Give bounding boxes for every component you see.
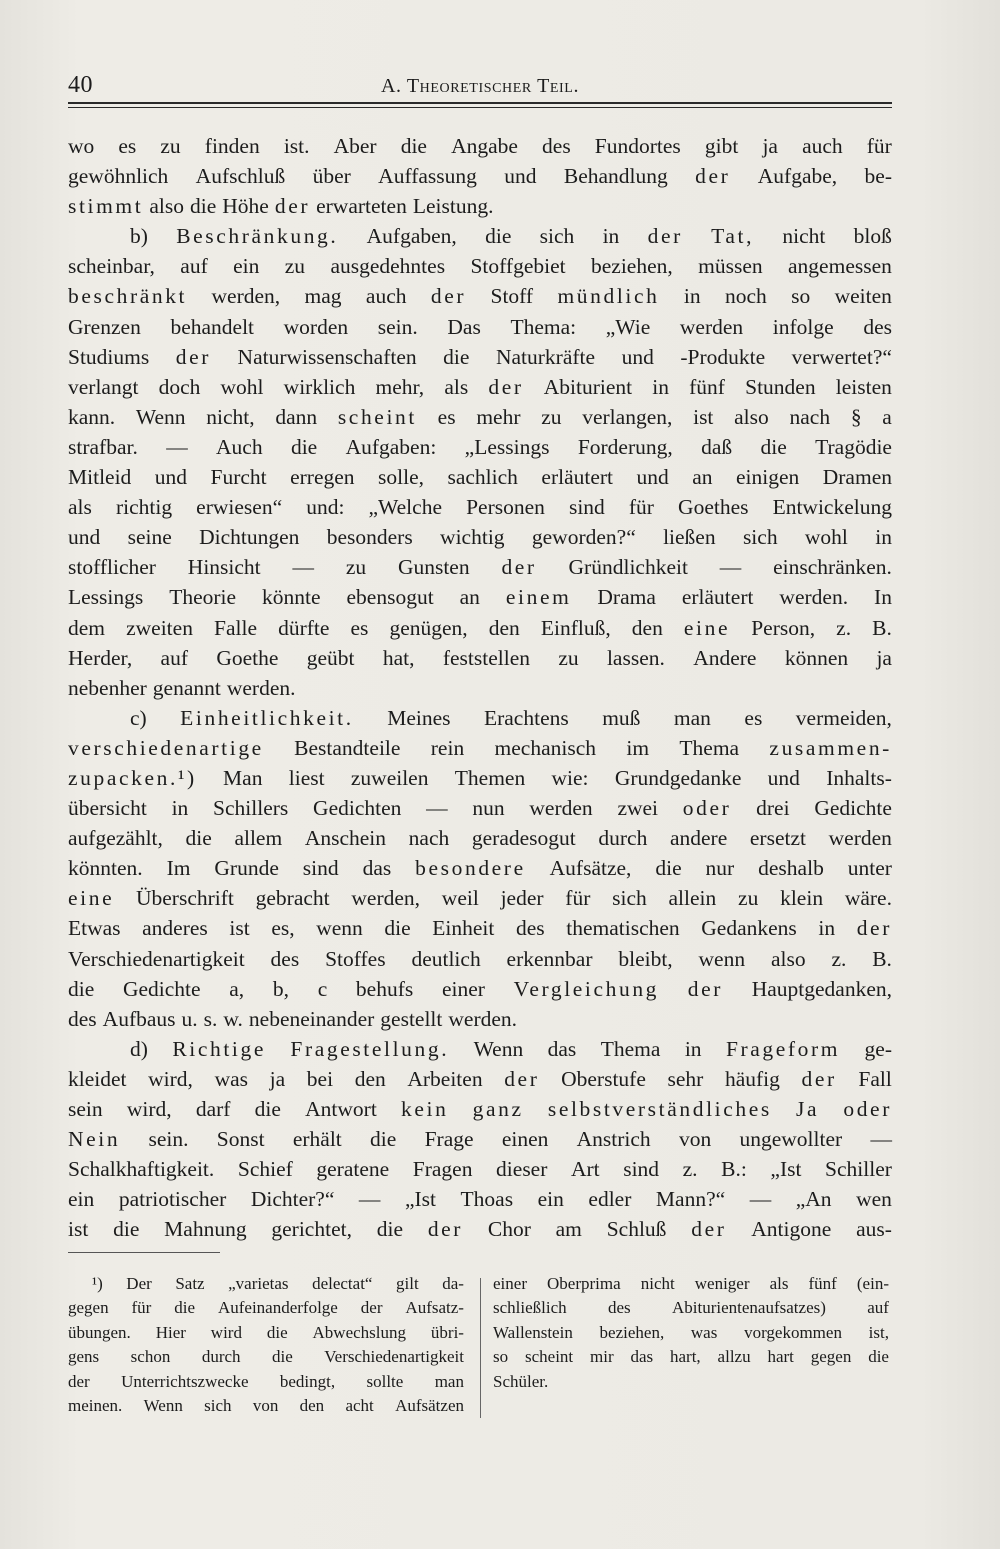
text-line: stimmt also die Höhe der erwarteten Leistung. bbox=[68, 194, 494, 219]
text-line: Verschiedenartigkeit des Stoffes deutlich erkennbar bleibt, wenn also z. B. bbox=[68, 946, 892, 971]
text-line: schließlich des Abiturientenaufsatzes) auf bbox=[493, 1298, 889, 1318]
text-line: übersicht in Schillers Gedichten — nun werden zwei oder drei Gedichte bbox=[68, 796, 892, 821]
text-line: und seine Dichtungen besonders wichtig geworden?“ ließen sich wohl in bbox=[68, 525, 892, 550]
running-head: A. Theoretischer Teil. bbox=[380, 75, 580, 97]
page-number: 40 bbox=[68, 72, 93, 98]
text-line: aufgezählt, die allem Anschein nach geradesogut durch andere ersetzt werden bbox=[68, 826, 892, 851]
footnote-column-left bbox=[68, 1272, 464, 1418]
text-line: c) Einheitlichkeit. Meines Erachtens muß man es vermeiden, bbox=[130, 705, 892, 730]
text-line: kann. Wenn nicht, dann scheint es mehr zu verlangen, ist also nach § a bbox=[68, 404, 892, 429]
text-line: des Aufbaus u. s. w. nebeneinander gestellt werden. bbox=[68, 1006, 518, 1031]
text-line: Etwas anderes ist es, wenn die Einheit des thematischen Gedankens in der bbox=[68, 916, 892, 941]
text-line: meinen. Wenn sich von den acht Aufsätzen bbox=[68, 1395, 464, 1415]
text-line: ein patriotischer Dichter?“ — „Ist Thoas ein edler Mann?“ — „An wen bbox=[68, 1187, 892, 1212]
footnote-separator bbox=[68, 1252, 220, 1253]
text-line: Schüler. bbox=[493, 1371, 549, 1391]
text-line: Studiums der Naturwissenschaften die Naturkräfte und -Produkte verwertet?“ bbox=[68, 344, 892, 369]
text-line: könnten. Im Grunde sind das besondere Aufsätze, die nur deshalb unter bbox=[68, 856, 892, 881]
text-line: d) Richtige Fragestellung. Wenn das Thema in Frageform ge- bbox=[130, 1036, 892, 1061]
page-header bbox=[68, 70, 892, 100]
text-line: eine Überschrift gebracht werden, weil jeder für sich allein zu klein wäre. bbox=[68, 886, 892, 911]
text-line: verschiedenartige Bestandteile rein mechanisch im Thema zusammen- bbox=[68, 735, 892, 760]
text-line: verlangt doch wohl wirklich mehr, als der Abiturient in fünf Stunden leisten bbox=[68, 374, 892, 399]
text-line: Herder, auf Goethe geübt hat, feststellen zu lassen. Andere können ja bbox=[68, 645, 892, 670]
text-line: Nein sein. Sonst erhält die Frage einen Anstrich von ungewollter — bbox=[68, 1127, 892, 1152]
text-line: nebenher genannt werden. bbox=[68, 675, 296, 700]
text-line: Lessings Theorie könnte ebensogut an einem Drama erläutert werden. In bbox=[68, 585, 892, 610]
text-line: wo es zu finden ist. Aber die Angabe des Fundortes gibt ja auch für bbox=[68, 134, 892, 158]
text-line: sein wird, darf die Antwort kein ganz selbstverständliches Ja oder bbox=[68, 1097, 892, 1121]
text-line: einer Oberprima nicht weniger als fünf (ein- bbox=[493, 1274, 889, 1293]
text-line: strafbar. — Auch die Aufgaben: „Lessings Forderung, daß die Tragödie bbox=[68, 434, 892, 459]
header-rule bbox=[68, 102, 892, 104]
text-line: dem zweiten Falle dürfte es genügen, den Einfluß, den eine Person, z. B. bbox=[68, 615, 892, 640]
text-line: die Gedichte a, b, c behufs einer Vergleichung der Hauptgedanken, bbox=[68, 976, 892, 1001]
text-line: Wallenstein beziehen, was vorgekommen ist, bbox=[493, 1322, 889, 1342]
text-line: gewöhnlich Aufschluß über Auffassung und Behandlung der Aufgabe, be- bbox=[68, 164, 892, 189]
text-line: kleidet wird, was ja bei den Arbeiten der Oberstufe sehr häufig der Fall bbox=[68, 1066, 892, 1091]
text-line: stofflicher Hinsicht — zu Gunsten der Gründlichkeit — einschränken. bbox=[68, 555, 892, 580]
text-line: Schalkhaftigkeit. Schief geratene Fragen dieser Art sind z. B.: „Ist Schiller bbox=[68, 1157, 892, 1182]
text-line: gens schon durch die Verschiedenartigkeit bbox=[68, 1347, 464, 1367]
text-line: scheinbar, auf ein zu ausgedehntes Stoffgebiet beziehen, müssen angemessen bbox=[68, 254, 892, 279]
body-text bbox=[68, 131, 892, 1244]
text-line: ist die Mahnung gerichtet, die der Chor am Schluß der Antigone aus- bbox=[68, 1217, 892, 1242]
header-rule-thin bbox=[68, 107, 892, 108]
footnotes bbox=[68, 1272, 892, 1422]
text-line: so scheint mir das hart, allzu hart gegen die bbox=[493, 1347, 889, 1367]
text-line: zupacken.¹) Man liest zuweilen Themen wie: Grundgedanke und Inhalts- bbox=[68, 765, 892, 790]
text-line: übungen. Hier wird die Abwechslung übri- bbox=[68, 1322, 464, 1342]
footnote-column-right bbox=[493, 1272, 889, 1394]
text-line: ¹) Der Satz „varietas delectat“ gilt da- bbox=[92, 1274, 464, 1293]
text-line: als richtig erwiesen“ und: „Welche Personen sind für Goethes Entwickelung bbox=[68, 495, 892, 520]
text-line: b) Beschränkung. Aufgaben, die sich in der Tat, nicht bloß bbox=[130, 224, 892, 249]
footnote-column-divider bbox=[480, 1278, 481, 1418]
text-line: Grenzen behandelt worden sein. Das Thema: „Wie werden infolge des bbox=[68, 314, 892, 339]
text-line: der Unterrichtszwecke bedingt, sollte man bbox=[68, 1371, 464, 1391]
text-line: gegen für die Aufeinanderfolge der Aufsatz- bbox=[68, 1298, 464, 1318]
text-line: Mitleid und Furcht erregen solle, sachlich erläutert und an einigen Dramen bbox=[68, 465, 892, 490]
text-line: beschränkt werden, mag auch der Stoff mündlich in noch so weiten bbox=[68, 284, 892, 309]
